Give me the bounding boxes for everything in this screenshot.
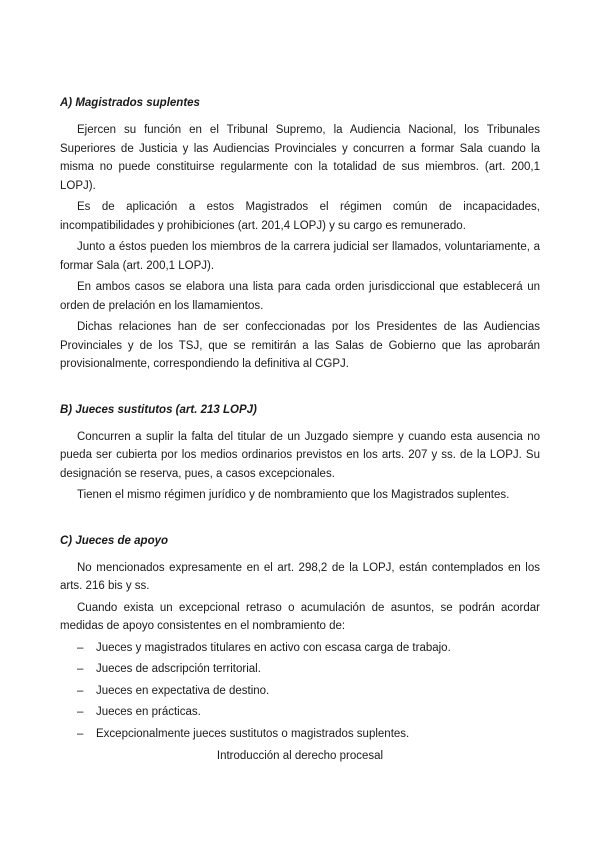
section-spacer: [60, 377, 540, 401]
section-a-paragraph-1: Ejercen su función en el Tribunal Supremo, la Audiencia Nacional, los Tribunales Superiores de Justicia y las Audiencias Provinciales y concurren a formar Sala cuando la misma no puede constituirse regularmente con la totalidad de sus miembros. (art. 200,1 LOPJ).: [60, 124, 540, 192]
section-b: [60, 401, 540, 505]
list-item-text: Jueces en prácticas.: [96, 706, 201, 718]
list-item: [60, 682, 540, 701]
section-c-paragraph-1: No mencionados expresamente en el art. 298,2 de la LOPJ, están contemplados en los arts. 216 bis y ss.: [60, 561, 540, 592]
section-spacer: [60, 508, 540, 532]
section-b-heading: B) Jueces sustitutos (art. 213 LOPJ): [60, 403, 257, 416]
list-item-text: Excepcionalmente jueces sustitutos o magistrados suplentes.: [96, 727, 410, 740]
dash-marker: –: [77, 641, 84, 654]
section-a-heading: A) Magistrados suplentes: [60, 97, 200, 109]
list-item: [60, 703, 540, 722]
page-footer: Introducción al derecho procesal: [216, 750, 384, 762]
document-page: [60, 94, 540, 746]
section-c-heading: C) Jueces de apoyo: [60, 534, 169, 547]
section-b-paragraph-1: Concurren a suplir la falta del titular de un Juzgado siempre y cuando esta ausencia no pueda ser cubierta por los medios ordinarios previstos en los arts. 207 y ss. de la LOPJ. Su designación se reserva, pues, a casos excepcionales.: [60, 430, 540, 480]
section-a-paragraph-5: Dichas relaciones han de ser confeccionadas por los Presidentes de las Audiencias Provinciales y de los TSJ, que se remitirán a las Salas de Gobierno que las aprobarán provisionalmente, correspondiendo la definitiva al CGPJ.: [60, 321, 540, 370]
list-item-text: Jueces de adscripción territorial.: [96, 663, 261, 675]
section-a-paragraph-3: Junto a éstos pueden los miembros de la carrera judicial ser llamados, voluntariamente, a formar Sala (art. 200,1 LOPJ).: [60, 241, 540, 272]
dash-marker: –: [77, 663, 84, 675]
appointment-list: [60, 639, 540, 744]
list-item-text: Jueces y magistrados titulares en activo con escasa carga de trabajo.: [96, 641, 451, 654]
dash-marker: –: [77, 727, 84, 740]
section-a: [60, 94, 540, 374]
section-c-paragraph-2: Cuando exista un excepcional retraso o acumulación de asuntos, se podrán acordar medidas de apoyo consistentes en el nombramiento de:: [60, 601, 540, 632]
dash-marker: –: [77, 706, 84, 718]
list-item: [60, 639, 540, 658]
list-item: [60, 660, 540, 679]
section-b-paragraph-2: Tienen el mismo régimen jurídico y de nombramiento que los Magistrados suplentes.: [77, 489, 510, 501]
section-c: [60, 532, 540, 744]
list-item: [60, 725, 540, 744]
section-a-paragraph-2: Es de aplicación a estos Magistrados el régimen común de incapacidades, incompatibilidades y prohibiciones (art. 201,4 LOPJ) y su cargo es remunerado.: [60, 201, 540, 232]
section-a-paragraph-4: En ambos casos se elabora una lista para cada orden jurisdiccional que establecerá un orden de prelación en los llamamientos.: [60, 281, 540, 312]
dash-marker: –: [77, 684, 84, 697]
list-item-text: Jueces en expectativa de destino.: [96, 684, 270, 697]
